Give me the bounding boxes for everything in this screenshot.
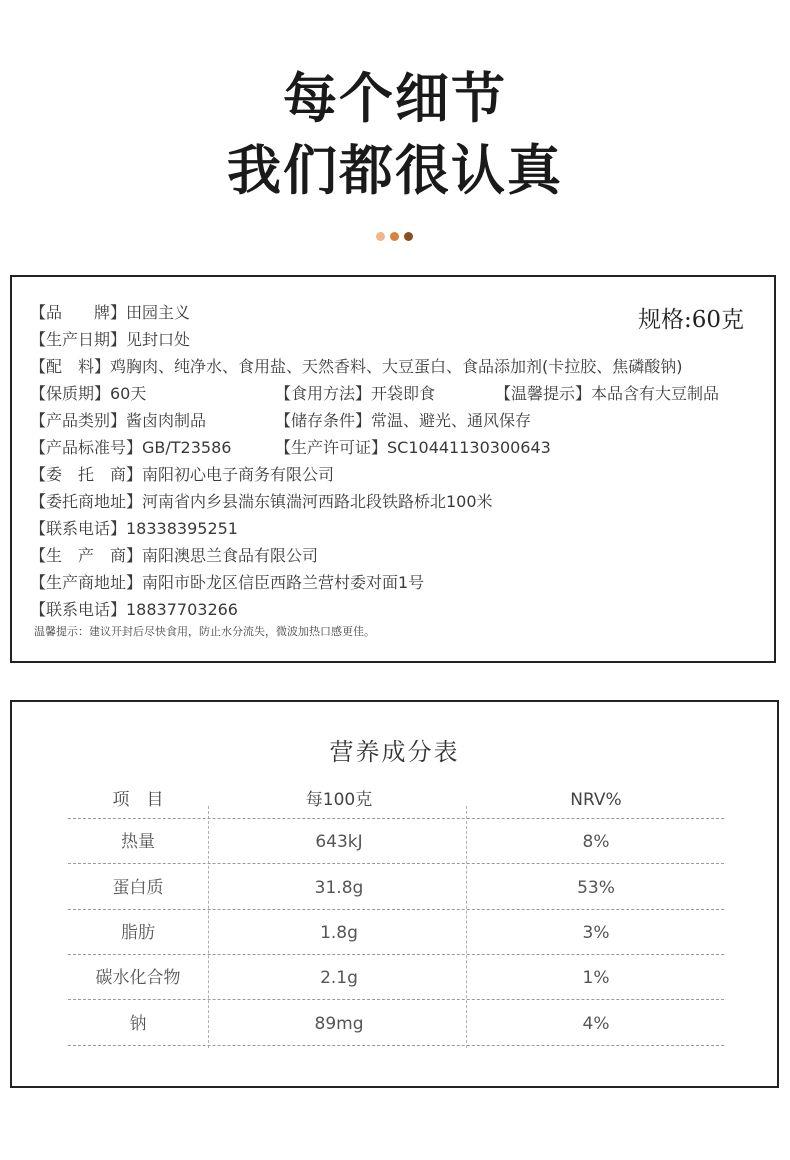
- row-divider: [68, 999, 724, 1000]
- nutrient-name: 蛋白质: [112, 878, 164, 898]
- nutrient-nrv: 53%: [577, 878, 615, 898]
- info-text: 【委 托 商】南阳初心电子商务有限公司: [30, 465, 335, 484]
- nutrition-panel: [10, 700, 779, 1088]
- dot-light: [376, 232, 385, 241]
- nutrient-name: 碳水化合物: [95, 968, 181, 988]
- nutrient-name: 脂肪: [121, 923, 155, 943]
- headline-line-2: 我们都很认真: [227, 138, 563, 202]
- row-divider: [68, 1045, 724, 1046]
- dot-medium: [390, 232, 399, 241]
- info-text: 【联系电话】18338395251: [30, 519, 238, 538]
- info-text: 【储存条件】常温、避光、通风保存: [275, 411, 532, 430]
- info-text: 【保质期】60天: [30, 384, 147, 403]
- nutrient-amount: 31.8g: [314, 878, 364, 898]
- row-divider: [68, 863, 724, 864]
- nutrient-name: 热量: [121, 832, 155, 852]
- column-divider: [208, 806, 209, 1048]
- headline-line-1: 每个细节: [283, 66, 507, 130]
- info-text: 【品 牌】田园主义: [30, 303, 191, 322]
- nutrient-name: 钠: [129, 1014, 147, 1034]
- info-text: 【委托商地址】河南省内乡县湍东镇湍河西路北段铁路桥北100米: [30, 492, 493, 511]
- info-text: 【配 料】鸡胸肉、纯净水、食用盐、天然香料、大豆蛋白、食品添加剂(卡拉胶、焦磷酸钠): [30, 357, 683, 376]
- nutrient-nrv: 1%: [582, 968, 610, 988]
- info-text: 【生产日期】见封口处: [30, 330, 191, 349]
- info-text: 【生产许可证】SC10441130300643: [275, 438, 551, 457]
- info-text: 【生产商地址】南阳市卧龙区信臣西路兰营村委对面1号: [30, 573, 425, 592]
- info-text: 【温馨提示】本品含有大豆制品: [495, 384, 720, 403]
- info-text: 【产品类别】酱卤肉制品: [30, 411, 207, 430]
- row-divider: [68, 954, 724, 955]
- nutrient-amount: 1.8g: [320, 923, 358, 943]
- info-text: 【食用方法】开袋即食: [275, 384, 436, 403]
- decorative-dots: [376, 232, 416, 242]
- storage-note: 温馨提示：建议开封后尽快食用，防止水分流失，微波加热口感更佳。: [34, 625, 375, 638]
- header-item: 项 目: [112, 790, 164, 810]
- header-per100g: 每100克: [305, 790, 373, 810]
- dot-dark: [404, 232, 413, 241]
- info-text: 【联系电话】18837703266: [30, 600, 238, 619]
- nutrient-amount: 643kJ: [315, 832, 363, 852]
- info-text: 【产品标准号】GB/T23586: [30, 438, 232, 457]
- header-nrv: NRV%: [570, 790, 622, 810]
- nutrient-nrv: 3%: [582, 923, 610, 943]
- row-divider: [68, 818, 724, 819]
- nutrient-amount: 89mg: [314, 1014, 364, 1034]
- spec-label: 规格:60克: [637, 307, 744, 333]
- nutrient-amount: 2.1g: [320, 968, 358, 988]
- info-text: 【生 产 商】南阳澳思兰食品有限公司: [30, 546, 319, 565]
- row-divider: [68, 909, 724, 910]
- nutrition-title: 营养成分表: [329, 738, 460, 766]
- nutrient-nrv: 4%: [582, 1014, 610, 1034]
- nutrient-nrv: 8%: [582, 832, 610, 852]
- product-info-panel: [10, 275, 776, 663]
